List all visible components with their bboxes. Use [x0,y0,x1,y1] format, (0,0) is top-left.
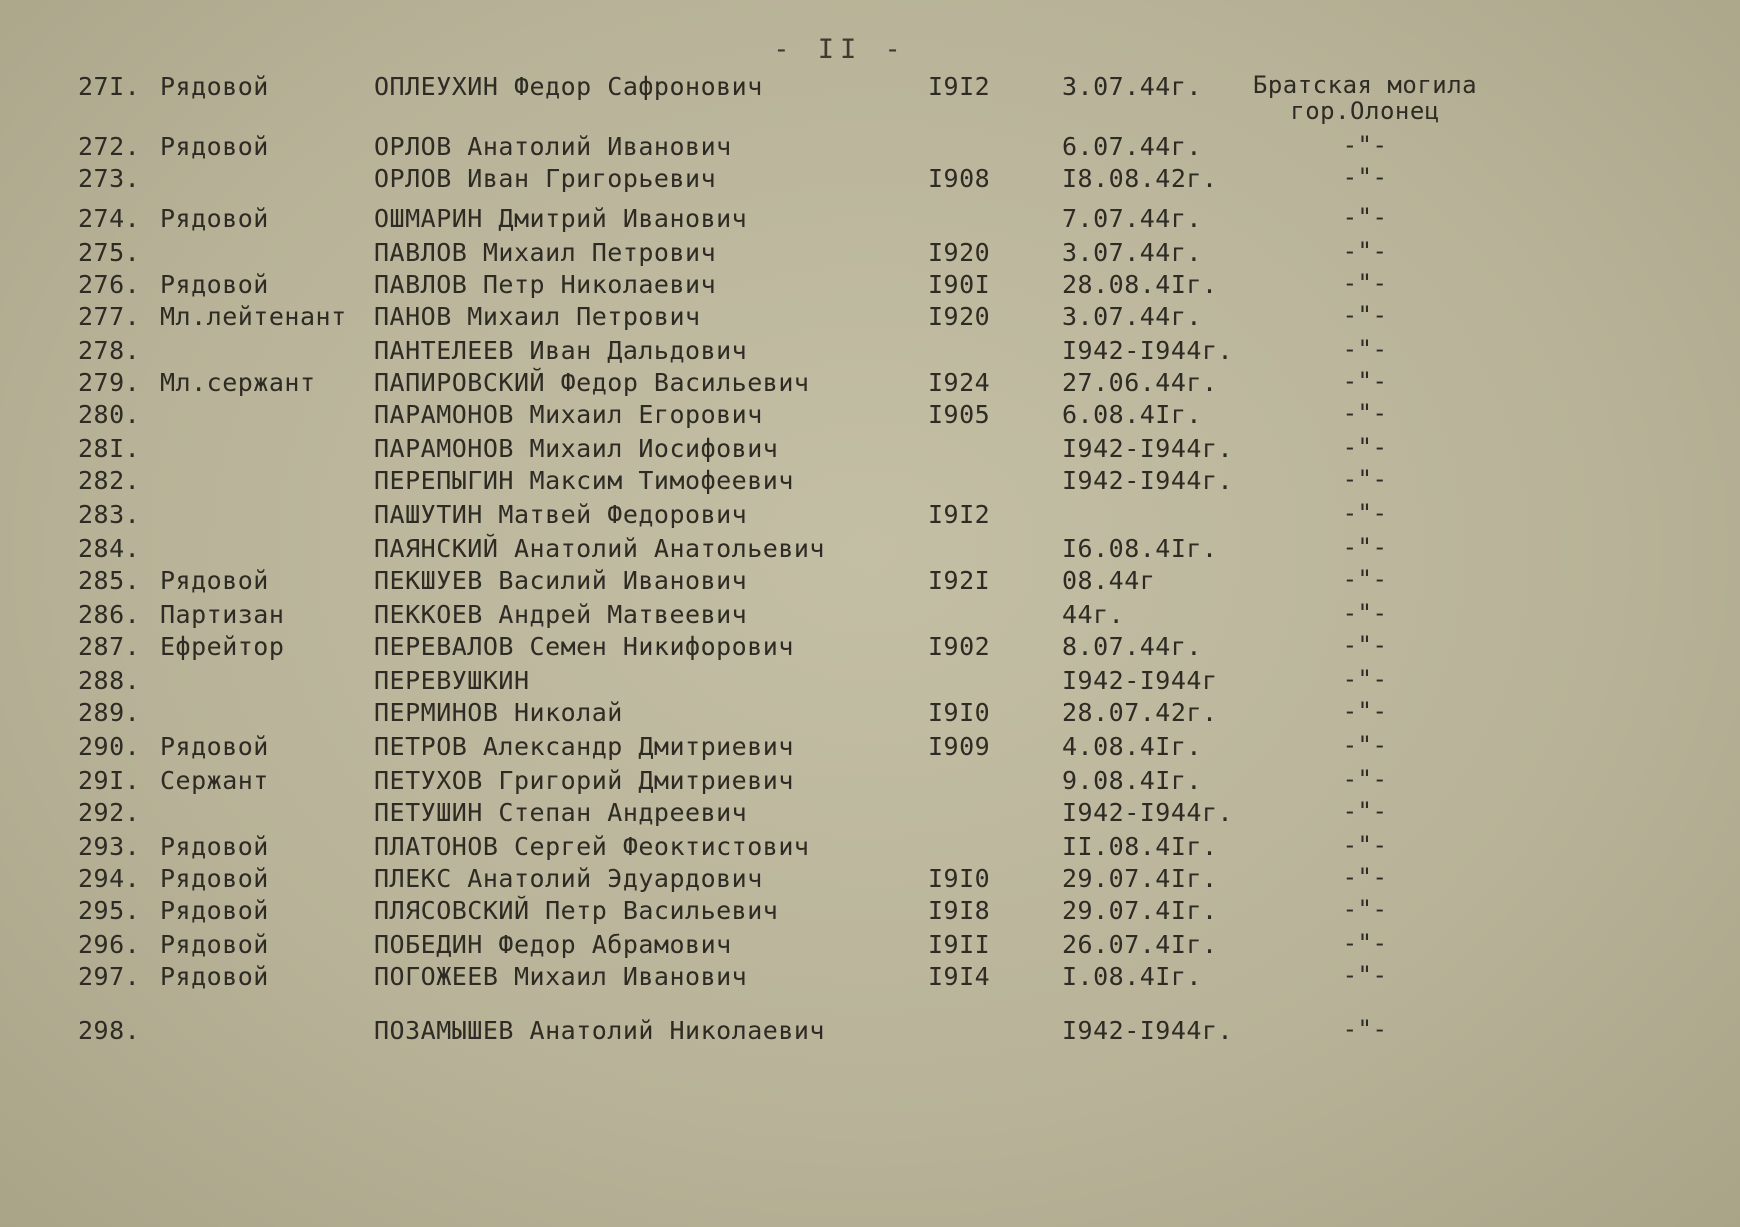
record-name: ПЕКШУЕВ Василий Иванович [374,566,748,595]
record-row [0,566,1740,602]
record-date: 3.07.44г. [1062,238,1202,267]
record-date: I8.08.42г. [1062,164,1218,193]
record-name: ПАНТЕЛЕЕВ Иван Дальдович [374,336,748,365]
record-burial-place [1240,302,1490,328]
record-rank: Рядовой [160,732,269,761]
record-name: ПЛЕКС Анатолий Эдуардович [374,864,763,893]
record-burial-place [1240,962,1490,988]
record-row [0,434,1740,470]
record-rank: Мл.сержант [160,368,316,397]
record-num: 280. [78,400,141,429]
record-rank: Мл.лейтенант [160,302,347,331]
burial-place-line1: -"- [1342,237,1388,265]
record-name: ПЛАТОНОВ Сергей Феоктистович [374,832,810,861]
record-date: I6.08.4Iг. [1062,534,1218,563]
record-rank: Рядовой [160,930,269,959]
record-burial-place [1240,632,1490,658]
record-date: 28.08.4Iг. [1062,270,1218,299]
record-rank: Рядовой [160,204,269,233]
record-name: ОШМАРИН Дмитрий Иванович [374,204,748,233]
record-burial-place [1240,434,1490,460]
record-row [0,368,1740,404]
record-rank: Рядовой [160,832,269,861]
record-num: 283. [78,500,141,529]
record-name: ПЕРЕВУШКИН [374,666,530,695]
record-year: I920 [928,238,991,267]
burial-place-line1: -"- [1342,631,1388,659]
record-year: I920 [928,302,991,331]
record-burial-place [1240,132,1490,158]
record-name: ПАПИРОВСКИЙ Федор Васильевич [374,368,810,397]
burial-place-line1: -"- [1342,163,1388,191]
record-row [0,132,1740,168]
burial-place-line1: -"- [1342,131,1388,159]
burial-place-line1: -"- [1342,533,1388,561]
record-year: I90I [928,270,991,299]
record-burial-place [1240,732,1490,758]
record-row [0,270,1740,306]
record-name: ПЛЯСОВСКИЙ Петр Васильевич [374,896,779,925]
record-date: 08.44г [1062,566,1156,595]
record-date: 27.06.44г. [1062,368,1218,397]
record-year: I9I4 [928,962,991,991]
record-date: 7.07.44г. [1062,204,1202,233]
record-num: 275. [78,238,141,267]
record-date: 28.07.42г. [1062,698,1218,727]
record-name: ПЕРЕВАЛОВ Семен Никифорович [374,632,794,661]
burial-place-line1: -"- [1342,895,1388,923]
burial-place-line1: -"- [1342,665,1388,693]
record-burial-place [1240,600,1490,626]
record-date: 44г. [1062,600,1125,629]
burial-place-line1: -"- [1342,465,1388,493]
record-num: 277. [78,302,141,331]
burial-place-line1: -"- [1342,731,1388,759]
record-row [0,238,1740,274]
record-row [0,1016,1740,1052]
burial-place-line1: -"- [1342,863,1388,891]
record-name: ОРЛОВ Анатолий Иванович [374,132,732,161]
record-name: ПАВЛОВ Михаил Петрович [374,238,717,267]
record-row [0,832,1740,868]
record-date: I942-I944г. [1062,798,1234,827]
record-num: 286. [78,600,141,629]
burial-place-line1: -"- [1342,301,1388,329]
record-num: 293. [78,832,141,861]
record-num: 282. [78,466,141,495]
record-burial-place [1240,500,1490,526]
burial-place-line1: Братская могила [1252,71,1478,99]
record-date: I942-I944г [1062,666,1218,695]
record-num: 285. [78,566,141,595]
record-row [0,930,1740,966]
record-num: 27I. [78,72,141,101]
record-num: 273. [78,164,141,193]
record-row [0,400,1740,436]
record-burial-place [1240,832,1490,858]
record-name: ПОБЕДИН Федор Абрамович [374,930,732,959]
burial-place-line1: -"- [1342,399,1388,427]
record-name: ОПЛЕУХИН Федор Сафронович [374,72,763,101]
record-row [0,466,1740,502]
record-row [0,732,1740,768]
record-burial-place [1240,798,1490,824]
record-rank: Сержант [160,766,269,795]
burial-place-line1: -"- [1342,961,1388,989]
record-burial-place [1240,666,1490,692]
record-name: ПОГОЖЕЕВ Михаил Иванович [374,962,748,991]
record-num: 276. [78,270,141,299]
record-name: ПАЯНСКИЙ Анатолий Анатольевич [374,534,825,563]
record-rank: Рядовой [160,962,269,991]
burial-place-line1: -"- [1342,433,1388,461]
record-row [0,632,1740,668]
burial-place-line1: -"- [1342,765,1388,793]
record-num: 284. [78,534,141,563]
record-rank: Рядовой [160,896,269,925]
burial-place-line1: -"- [1342,203,1388,231]
record-name: ПЕТУХОВ Григорий Дмитриевич [374,766,794,795]
record-burial-place [1240,368,1490,394]
record-date: I.08.4Iг. [1062,962,1202,991]
record-num: 287. [78,632,141,661]
record-name: ОРЛОВ Иван Григорьевич [374,164,717,193]
record-name: ПАВЛОВ Петр Николаевич [374,270,717,299]
record-row [0,766,1740,802]
record-year: I9I8 [928,896,991,925]
record-burial-place [1240,1016,1490,1042]
record-name: ПОЗАМЫШЕВ Анатолий Николаевич [374,1016,825,1045]
record-num: 292. [78,798,141,827]
record-rank: Рядовой [160,566,269,595]
record-date: I942-I944г. [1062,434,1234,463]
record-rank: Рядовой [160,270,269,299]
record-name: ПАШУТИН Матвей Федорович [374,500,748,529]
record-name: ПЕТРОВ Александр Дмитриевич [374,732,794,761]
burial-place-line1: -"- [1342,697,1388,725]
record-year: I924 [928,368,991,397]
record-row [0,336,1740,372]
record-date: 8.07.44г. [1062,632,1202,661]
record-row [0,164,1740,200]
record-row [0,500,1740,536]
record-num: 274. [78,204,141,233]
record-num: 290. [78,732,141,761]
record-row [0,204,1740,240]
record-burial-place [1240,766,1490,792]
record-date: 3.07.44г. [1062,72,1202,101]
record-row [0,600,1740,636]
record-burial-place [1240,270,1490,296]
record-date: 6.07.44г. [1062,132,1202,161]
record-burial-place [1240,204,1490,230]
record-year: I9I0 [928,698,991,727]
record-num: 29I. [78,766,141,795]
record-rank: Рядовой [160,72,269,101]
record-burial-place [1240,698,1490,724]
record-num: 294. [78,864,141,893]
record-date: 29.07.4Iг. [1062,864,1218,893]
record-num: 296. [78,930,141,959]
record-num: 28I. [78,434,141,463]
record-num: 297. [78,962,141,991]
record-row [0,534,1740,570]
record-burial-place [1240,336,1490,362]
record-date: 3.07.44г. [1062,302,1202,331]
record-row [0,71,1740,125]
record-row [0,798,1740,834]
burial-place-line1: -"- [1342,1015,1388,1043]
burial-place-line2: гор.Олонец [1290,97,1440,125]
record-date: II.08.4Iг. [1062,832,1218,861]
record-name: ПЕТУШИН Степан Андреевич [374,798,748,827]
record-num: 272. [78,132,141,161]
record-year: I902 [928,632,991,661]
record-rank: Партизан [160,600,285,629]
record-burial-place [1240,864,1490,890]
burial-place-line1: -"- [1342,565,1388,593]
record-year: I9I2 [928,500,991,529]
burial-place-line1: -"- [1342,831,1388,859]
record-rank: Ефрейтор [160,632,285,661]
record-num: 279. [78,368,141,397]
record-burial-place [1240,896,1490,922]
record-row [0,962,1740,998]
page-number: - II - [773,34,907,65]
record-year: I9I2 [928,72,991,101]
record-year: I9I0 [928,864,991,893]
record-date: 29.07.4Iг. [1062,896,1218,925]
burial-place-line1: -"- [1342,929,1388,957]
record-date: 4.08.4Iг. [1062,732,1202,761]
record-burial-place [1240,238,1490,264]
record-name: ПАРАМОНОВ Михаил Иосифович [374,434,779,463]
burial-place-line1: -"- [1342,367,1388,395]
record-year: I905 [928,400,991,429]
record-name: ПЕРМИНОВ Николай [374,698,623,727]
record-date: I942-I944г. [1062,466,1234,495]
record-num: 288. [78,666,141,695]
record-row [0,896,1740,932]
burial-place-line1: -"- [1342,599,1388,627]
record-burial-place [1240,566,1490,592]
record-name: ПАНОВ Михаил Петрович [374,302,701,331]
record-num: 295. [78,896,141,925]
record-rank: Рядовой [160,864,269,893]
record-year: I9II [928,930,991,959]
record-date: I942-I944г. [1062,1016,1234,1045]
record-burial-place [1240,400,1490,426]
record-burial-place [1240,534,1490,560]
record-row [0,302,1740,338]
record-name: ПЕККОЕВ Андрей Матвеевич [374,600,748,629]
record-year: I908 [928,164,991,193]
record-num: 298. [78,1016,141,1045]
record-date: 6.08.4Iг. [1062,400,1202,429]
record-burial-place [1240,930,1490,956]
record-name: ПАРАМОНОВ Михаил Егорович [374,400,763,429]
record-burial-place [1240,164,1490,190]
record-year: I909 [928,732,991,761]
record-burial-place [1240,72,1490,124]
record-date: 9.08.4Iг. [1062,766,1202,795]
record-rank: Рядовой [160,132,269,161]
record-date: I942-I944г. [1062,336,1234,365]
record-row [0,864,1740,900]
record-num: 278. [78,336,141,365]
burial-place-line1: -"- [1342,335,1388,363]
burial-place-line1: -"- [1342,499,1388,527]
record-row [0,666,1740,702]
record-name: ПЕРЕПЫГИН Максим Тимофеевич [374,466,794,495]
record-year: I92I [928,566,991,595]
burial-place-line1: -"- [1342,797,1388,825]
record-burial-place [1240,466,1490,492]
record-num: 289. [78,698,141,727]
record-date: 26.07.4Iг. [1062,930,1218,959]
record-row [0,698,1740,734]
burial-place-line1: -"- [1342,269,1388,297]
